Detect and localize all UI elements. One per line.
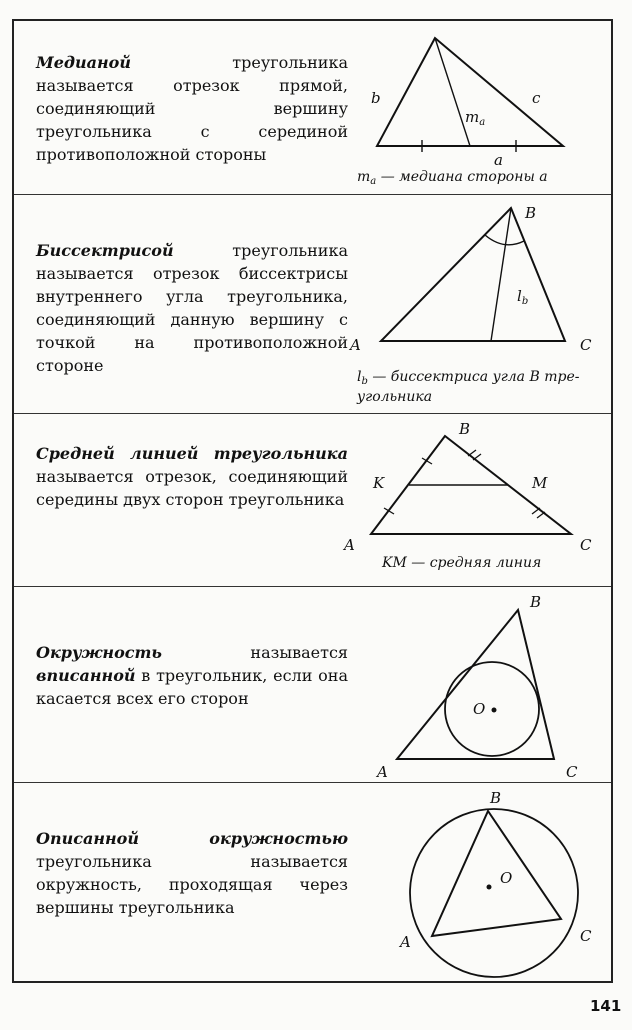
- bisector-figure: [14, 195, 614, 414]
- median-label-b: b: [371, 89, 381, 107]
- definition-row-bisector: [14, 194, 611, 413]
- midline-term: Средней линией треугольника: [36, 444, 348, 463]
- bisector-segment: [491, 208, 511, 341]
- median-caption: $m_a$ — медиана стороны a: [357, 169, 548, 187]
- definitions-table: [12, 19, 613, 983]
- median-label-a: a: [494, 151, 503, 169]
- circumscribed-label-A: A: [400, 933, 411, 951]
- midline-label-A: A: [344, 536, 355, 554]
- midline-figure: [14, 414, 614, 587]
- circumscribed-figure: [14, 783, 614, 984]
- definition-row-circumscribed: [14, 782, 611, 983]
- midline-text: называется отрезок, соединяющий середины двух сторон треугольника: [36, 467, 348, 509]
- bisector-term: Биссектрисой: [36, 241, 174, 260]
- definition-row-midline: [14, 413, 611, 586]
- circumscribed-label-O: O: [500, 869, 513, 887]
- bisector-triangle: [381, 208, 565, 341]
- median-text: треугольника называется отрезок прямой, соединяющий вершину треугольника с серединой противоположной стороны: [36, 53, 348, 164]
- page-number: 141: [590, 997, 622, 1015]
- median-figure: [14, 21, 614, 194]
- median-label-m: $m_a$: [465, 108, 486, 128]
- bisector-label-B: B: [525, 204, 537, 222]
- bisector-label-C: C: [580, 336, 592, 354]
- circumscribed-triangle: [432, 811, 561, 936]
- circumscribed-label-C: C: [580, 927, 592, 945]
- circumscribed-center-point: [487, 885, 492, 890]
- inscribed-label-A: A: [377, 763, 388, 781]
- median-label-c: c: [532, 89, 541, 107]
- median-segment: [435, 38, 470, 146]
- inscribed-center-point: [492, 708, 497, 713]
- midline-label-C: C: [580, 536, 592, 554]
- inscribed-term: Окружность: [36, 643, 162, 662]
- bisector-caption-line2: угольника: [357, 389, 433, 405]
- definition-row-inscribed: [14, 586, 611, 782]
- inscribed-label-C: C: [566, 763, 578, 781]
- bisector-text: треугольника называется отрезок биссектрисы внутреннего угла треугольника, соединяющий данную вершину с точкой на противоположной стороне: [36, 241, 348, 375]
- circumscribed-term: Описанной окружностью: [36, 829, 348, 848]
- inscribed-label-O: O: [473, 700, 486, 718]
- midline-label-M: M: [532, 474, 548, 492]
- inscribed-term2: вписанной: [36, 666, 136, 685]
- median-term: Медианой: [36, 53, 131, 72]
- circumscribed-circle: [410, 809, 578, 977]
- bisector-caption-line1: $l_b$ — биссектриса угла B тре-: [357, 369, 580, 387]
- definition-row-median: [14, 21, 611, 194]
- inscribed-label-B: B: [530, 593, 542, 611]
- bisector-angle-arc: [485, 235, 524, 245]
- circumscribed-label-B: B: [490, 789, 502, 807]
- inscribed-text: в треугольник, если она касается всех его сторон: [36, 666, 348, 708]
- bisector-label-A: A: [350, 336, 361, 354]
- inscribed-figure: [14, 587, 614, 783]
- midline-caption: KM — средняя линия: [382, 555, 542, 571]
- midline-label-K: K: [373, 474, 385, 492]
- inscribed-text-mid: называется: [161, 643, 348, 662]
- bisector-label-l: $l_b$: [517, 287, 529, 307]
- circumscribed-text: треугольника называется окружность, проходящая через вершины треугольника: [36, 852, 348, 917]
- midline-label-B: B: [459, 420, 471, 438]
